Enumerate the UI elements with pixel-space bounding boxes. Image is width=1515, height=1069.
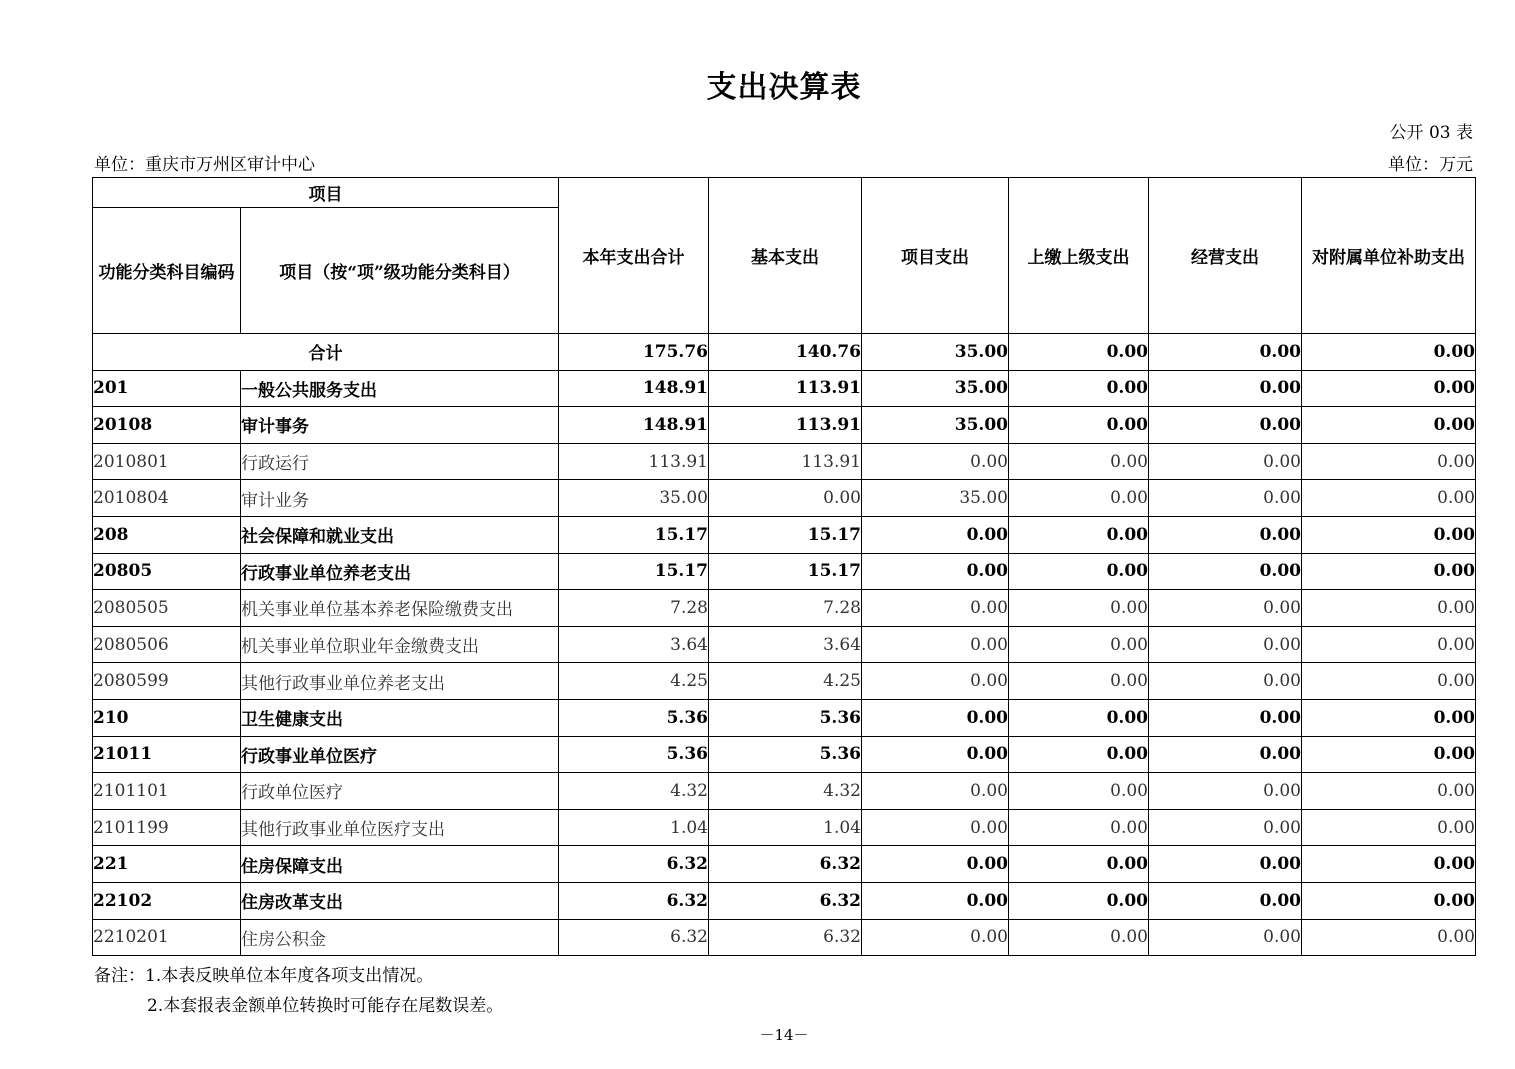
row-value: 0.00 — [862, 663, 1009, 700]
row-value: 35.00 — [862, 407, 1009, 444]
row-value: 6.32 — [559, 919, 709, 956]
row-value: 113.91 — [559, 443, 709, 480]
row-value: 0.00 — [862, 882, 1009, 919]
row-value: 3.64 — [559, 626, 709, 663]
row-code: 22102 — [93, 882, 241, 919]
row-value: 0.00 — [1009, 516, 1149, 553]
row-value: 0.00 — [1009, 919, 1149, 956]
total-label: 合计 — [93, 334, 559, 371]
row-value: 15.17 — [559, 553, 709, 590]
row-value: 0.00 — [1149, 480, 1302, 517]
row-value: 0.00 — [862, 553, 1009, 590]
row-value: 15.17 — [709, 516, 862, 553]
row-value: 113.91 — [709, 370, 862, 407]
row-code: 2210201 — [93, 919, 241, 956]
table-row — [93, 553, 1476, 590]
row-value: 0.00 — [1302, 407, 1476, 444]
row-value: 1.04 — [709, 809, 862, 846]
row-value: 0.00 — [1149, 663, 1302, 700]
header-project-expense: 项目支出 — [862, 178, 1009, 334]
row-value: 6.32 — [559, 846, 709, 883]
row-value: 0.00 — [1009, 370, 1149, 407]
row-value: 0.00 — [862, 809, 1009, 846]
row-value: 0.00 — [862, 443, 1009, 480]
row-value: 1.04 — [559, 809, 709, 846]
row-value: 0.00 — [1149, 590, 1302, 627]
total-value: 0.00 — [1149, 334, 1302, 371]
row-code: 2010804 — [93, 480, 241, 517]
row-name: 住房改革支出 — [241, 882, 559, 919]
row-value: 0.00 — [862, 626, 1009, 663]
row-value: 0.00 — [1302, 773, 1476, 810]
row-value: 0.00 — [862, 590, 1009, 627]
row-code: 2010801 — [93, 443, 241, 480]
header-basic: 基本支出 — [709, 178, 862, 334]
row-value: 3.64 — [709, 626, 862, 663]
row-value: 0.00 — [1302, 590, 1476, 627]
row-name: 机关事业单位职业年金缴费支出 — [241, 626, 559, 663]
row-value: 7.28 — [559, 590, 709, 627]
row-value: 0.00 — [1009, 809, 1149, 846]
row-code: 208 — [93, 516, 241, 553]
table-row — [93, 736, 1476, 773]
row-name: 行政运行 — [241, 443, 559, 480]
row-value: 148.91 — [559, 370, 709, 407]
row-code: 2101199 — [93, 809, 241, 846]
form-number: 公开 03 表 — [1389, 123, 1473, 143]
page-number: －14－ — [759, 1026, 809, 1044]
row-name: 其他行政事业单位养老支出 — [241, 663, 559, 700]
row-code: 2080506 — [93, 626, 241, 663]
row-value: 35.00 — [862, 480, 1009, 517]
row-name: 社会保障和就业支出 — [241, 516, 559, 553]
row-value: 0.00 — [862, 736, 1009, 773]
row-value: 0.00 — [1149, 773, 1302, 810]
row-value: 35.00 — [862, 370, 1009, 407]
row-name: 卫生健康支出 — [241, 699, 559, 736]
page-title: 支出决算表 — [706, 70, 862, 105]
row-value: 5.36 — [709, 736, 862, 773]
header-upper: 上缴上级支出 — [1009, 178, 1149, 334]
row-value: 0.00 — [1149, 736, 1302, 773]
row-value: 0.00 — [862, 773, 1009, 810]
row-name: 住房保障支出 — [241, 846, 559, 883]
total-value: 0.00 — [1302, 334, 1476, 371]
row-name: 审计业务 — [241, 480, 559, 517]
row-value: 0.00 — [1302, 846, 1476, 883]
table-row — [93, 773, 1476, 810]
row-code: 20108 — [93, 407, 241, 444]
row-code: 221 — [93, 846, 241, 883]
row-code: 201 — [93, 370, 241, 407]
row-value: 35.00 — [559, 480, 709, 517]
row-value: 6.32 — [559, 882, 709, 919]
row-value: 0.00 — [1149, 407, 1302, 444]
row-value: 6.32 — [709, 882, 862, 919]
unit-currency: 单位：万元 — [1388, 155, 1473, 175]
row-value: 5.36 — [709, 699, 862, 736]
total-value: 0.00 — [1009, 334, 1149, 371]
table-row — [93, 370, 1476, 407]
row-code: 2080505 — [93, 590, 241, 627]
row-value: 0.00 — [862, 846, 1009, 883]
table-row — [93, 443, 1476, 480]
row-value: 0.00 — [1302, 480, 1476, 517]
row-value: 0.00 — [1009, 773, 1149, 810]
row-name: 一般公共服务支出 — [241, 370, 559, 407]
total-value: 35.00 — [862, 334, 1009, 371]
row-value: 0.00 — [862, 516, 1009, 553]
row-name: 其他行政事业单位医疗支出 — [241, 809, 559, 846]
row-value: 0.00 — [1149, 626, 1302, 663]
row-code: 21011 — [93, 736, 241, 773]
table-row — [93, 590, 1476, 627]
row-value: 0.00 — [1302, 553, 1476, 590]
header-name: 项目（按“项”级功能分类科目） — [241, 208, 559, 334]
row-value: 15.17 — [709, 553, 862, 590]
row-value: 0.00 — [1009, 480, 1149, 517]
table-row — [93, 699, 1476, 736]
table-row — [93, 407, 1476, 444]
row-name: 机关事业单位基本养老保险缴费支出 — [241, 590, 559, 627]
header-business: 经营支出 — [1149, 178, 1302, 334]
total-value: 140.76 — [709, 334, 862, 371]
row-value: 0.00 — [1009, 553, 1149, 590]
row-value: 0.00 — [1009, 590, 1149, 627]
note-1: 备注：1.本表反映单位本年度各项支出情况。 — [94, 966, 434, 986]
row-value: 0.00 — [1149, 370, 1302, 407]
row-value: 0.00 — [862, 919, 1009, 956]
row-value: 4.32 — [559, 773, 709, 810]
row-code: 2080599 — [93, 663, 241, 700]
row-value: 0.00 — [1149, 846, 1302, 883]
row-value: 0.00 — [1009, 443, 1149, 480]
row-value: 113.91 — [709, 407, 862, 444]
row-value: 6.32 — [709, 919, 862, 956]
row-value: 6.32 — [709, 846, 862, 883]
table-row — [93, 882, 1476, 919]
row-value: 148.91 — [559, 407, 709, 444]
row-value: 0.00 — [1149, 553, 1302, 590]
row-value: 113.91 — [709, 443, 862, 480]
row-value: 7.28 — [709, 590, 862, 627]
row-value: 0.00 — [1302, 736, 1476, 773]
row-value: 0.00 — [1149, 809, 1302, 846]
header-subsidy: 对附属单位补助支出 — [1302, 178, 1476, 334]
table-row — [93, 919, 1476, 956]
header-code: 功能分类科目编码 — [93, 208, 241, 334]
table-row — [93, 516, 1476, 553]
row-name: 审计事务 — [241, 407, 559, 444]
row-name: 行政事业单位养老支出 — [241, 553, 559, 590]
table-row — [93, 846, 1476, 883]
total-row — [93, 334, 1476, 371]
row-value: 0.00 — [1302, 919, 1476, 956]
row-value: 0.00 — [1302, 370, 1476, 407]
row-value: 0.00 — [1149, 699, 1302, 736]
row-value: 0.00 — [1302, 443, 1476, 480]
row-value: 0.00 — [1009, 626, 1149, 663]
row-value: 5.36 — [559, 699, 709, 736]
row-value: 0.00 — [1149, 443, 1302, 480]
row-value: 0.00 — [1302, 626, 1476, 663]
row-value: 0.00 — [1149, 882, 1302, 919]
row-value: 0.00 — [862, 699, 1009, 736]
row-value: 0.00 — [1302, 663, 1476, 700]
table-row — [93, 480, 1476, 517]
row-name: 行政事业单位医疗 — [241, 736, 559, 773]
header-total: 本年支出合计 — [559, 178, 709, 334]
row-name: 住房公积金 — [241, 919, 559, 956]
row-value: 0.00 — [1009, 882, 1149, 919]
row-value: 4.25 — [709, 663, 862, 700]
row-value: 0.00 — [1149, 516, 1302, 553]
row-value: 0.00 — [709, 480, 862, 517]
total-value: 175.76 — [559, 334, 709, 371]
row-code: 2101101 — [93, 773, 241, 810]
row-value: 0.00 — [1009, 699, 1149, 736]
note-2: 2.本套报表金额单位转换时可能存在尾数误差。 — [147, 996, 504, 1016]
row-value: 0.00 — [1009, 663, 1149, 700]
expenditure-table — [92, 177, 1476, 956]
row-value: 0.00 — [1009, 407, 1149, 444]
row-value: 0.00 — [1302, 882, 1476, 919]
row-value: 0.00 — [1009, 736, 1149, 773]
row-value: 0.00 — [1302, 516, 1476, 553]
row-value: 15.17 — [559, 516, 709, 553]
row-code: 210 — [93, 699, 241, 736]
unit-organization: 单位：重庆市万州区审计中心 — [94, 155, 315, 175]
table-row — [93, 626, 1476, 663]
header-project: 项目 — [93, 178, 559, 208]
row-value: 4.32 — [709, 773, 862, 810]
table-row — [93, 809, 1476, 846]
row-value: 0.00 — [1009, 846, 1149, 883]
row-name: 行政单位医疗 — [241, 773, 559, 810]
table-row — [93, 663, 1476, 700]
row-value: 0.00 — [1302, 809, 1476, 846]
row-code: 20805 — [93, 553, 241, 590]
row-value: 0.00 — [1302, 699, 1476, 736]
row-value: 5.36 — [559, 736, 709, 773]
row-value: 4.25 — [559, 663, 709, 700]
row-value: 0.00 — [1149, 919, 1302, 956]
